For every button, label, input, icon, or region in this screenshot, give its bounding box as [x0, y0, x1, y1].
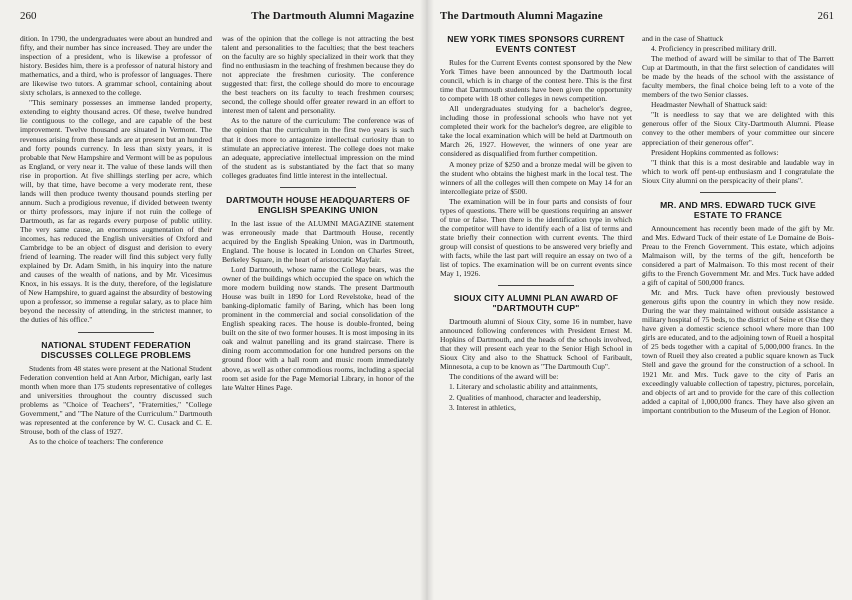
section-divider [78, 332, 155, 333]
article-paragraph: "It is needless to say that we are delighted with this generous offer of the Sioux City-Dartmouth Alumni. Please convey to the other members of your committee our sincere appreciation of their generous offer". [642, 110, 834, 147]
right-column-1 [440, 34, 632, 416]
left-columns [20, 34, 414, 447]
list-item: 3. Interest in athletics, [449, 402, 516, 412]
running-title-right: The Dartmouth Alumni Magazine [440, 10, 603, 22]
list-item: 2. Qualities of manhood, character and leadership, [449, 392, 601, 402]
article-paragraph: Headmaster Newhall of Shattuck said: [651, 100, 768, 110]
article-paragraph: "I think that this is a most desirable and laudable way in which to work off pent-up enthusiasm and I congratulate the Sioux City alumni on the perspicacity of their plans". [642, 157, 834, 185]
article-paragraph: In the last issue of the ALUMNI MAGAZINE statement was erroneously made that Dartmouth House, recently acquired by the English Speaking Union, was in Dartmouth, England. The house is located in London on Charles Street, Berkeley Square, in the heart of aristocratic Mayfair. [222, 218, 414, 264]
article-paragraph: As to the choice of teachers: The conference [29, 436, 164, 446]
article-paragraph: dition. In 1790, the undergraduates were about an hundred and fifty, and their number has since increased. They are under the inspection of a president, who is likewise a professor of history. Besides him, there is a professor of natural history and mathematics, and a third, who is professor of languages. There are likewise two tutors. A grammar school, containing about sixty scholars, is annexed to the college. [20, 34, 212, 98]
article-paragraph: Lord Dartmouth, whose name the College bears, was the owner of the buildings which occupied the space on which the more modern building now stands. The present Dartmouth House was built in 1890 for Lord Revelstoke, head of the banking-diplomatic family of Baring, which has been long prominent in the commercial and social consolidation of the English speaking races. The house is double-fronted, being built on the site of two former houses. It is most imposing in its oak and walnut panelling and its grand staircase. There is dining room accommodation for one hundred persons on the ground floor with a hall room and music room immediately above, as well as other commodious rooms, including a special room set aside for the Page Memorial Library, in honor of the late Walter Hines Page. [222, 264, 414, 392]
section-divider [700, 192, 777, 193]
article-paragraph: The examination will be in four parts and consists of four types of questions. There will be questions requiring an answer of true or false. Then there is the identification type in which the competitor will have to identify each of a list of terms and state briefly their connection with current events. The third group will consist of questions to be answered very briefly and with facts, while the last part will require an essay on two of a list of topics. The examination will be on current events since May 1, 1926. [440, 196, 632, 279]
left-column-2 [222, 34, 414, 447]
running-header-right [440, 10, 834, 28]
list-item: 1. Literary and scholastic ability and attainments, [449, 382, 598, 392]
running-title-left: The Dartmouth Alumni Magazine [251, 10, 414, 22]
article-heading-tuck-estate: MR. AND MRS. EDWARD TUCK GIVE ESTATE TO FRANCE [660, 199, 816, 220]
right-column-2 [642, 34, 834, 416]
page-number-left: 260 [20, 10, 37, 22]
article-paragraph: President Hopkins commented as follows: [651, 147, 779, 157]
section-divider [280, 187, 357, 188]
list-item: 4. Proficiency in prescribed military drill. [651, 44, 777, 54]
left-column-1 [20, 34, 212, 447]
running-header-left [20, 10, 414, 28]
right-page [426, 0, 852, 600]
award-conditions-list-continued [642, 44, 834, 53]
article-paragraph: was of the opinion that the college is not attracting the best talent and personalities to the faculties; that the best teachers on the faculty are so highly specialized in their work that they find no enthusiasm in the teaching of freshmen because they do not appreciate the freshmen curiosity. The conference suggested that: first, the college should do more to encourage the best teachers on its faculty to teach freshmen courses; second, the college should offer greater reward in an effort to interest men of talent and personality. [222, 34, 414, 116]
article-paragraph: Students from 48 states were present at the National Student Federation convention held at Ann Arbor, Michigan, early last month when more than 175 students representative of colleges and universities throughout the country discussed such problems as "Choice of Teachers", "Fraternities," "College Government," and "The Nature of the Curriculum." Dartmouth was represented at the conference by W. C. Cusack and C. E. Strouse, both of the class of 1927. [20, 363, 212, 436]
article-paragraph: As to the nature of the curriculum: The conference was of the opinion that the curriculum in the first two years is such that it does more to antagonize intellectual curiosity than to stimulate an appreciative interest. The college does not make an adequate, appreciative intellectual impression on the mind of the student as is substantiated by the fact that so many colleges graduates find little interest in the intellectual. [222, 116, 414, 180]
right-columns [440, 34, 834, 416]
article-paragraph: Dartmouth alumni of Sioux City, some 16 in number, have announced following conferences with President Ernest M. Hopkins of Dartmouth, and the heads of the schools involved, that they will present each year to the Senior High School in Sioux City and also to the Shattuck School of Faribault, Minnesota, a cup to be known as "The Dartmouth Cup". [440, 317, 632, 372]
section-divider [498, 285, 575, 286]
article-heading-sioux-city: SIOUX CITY ALUMNI PLAN AWARD OF "DARTMOUTH CUP" [453, 293, 619, 314]
article-paragraph: All undergraduates studying for a bachelor's degree, including those in professional schools who have not yet completed their work for the bachelor's degree, are eligible to take the local examination which will be held at Dartmouth on March 26, 1927. However, the winners of one year are considered as disqualified from further competition. [440, 104, 632, 159]
article-paragraph: Rules for the Current Events contest sponsored by the New York Times have been announced by the Dartmouth local council, which is in charge of the contest here. This is the first time that Dartmouth students have been given the opportunity to compete with 18 other colleges in news competition. [440, 58, 632, 104]
article-heading-ny-times: NEW YORK TIMES SPONSORS CURRENT EVENTS CONTEST [447, 34, 625, 54]
article-paragraph: Announcement has recently been made of the gift by Mr. and Mrs. Edward Tuck of their estate of Le Domaine de Bois-Preau to the French Government. This estate, which adjoins Malmaison will, by the terms of the gift, henceforth be considered a part of Malmaison. To this most recent of their gifts to the French Government Mr. and Mrs. Tuck have added a gift of capital of 500,000 francs. [642, 223, 834, 288]
article-heading-student-federation: NATIONAL STUDENT FEDERATION DISCUSSES COLLEGE PROBLEMS [41, 339, 191, 360]
article-paragraph: The conditions of the award will be: [449, 372, 559, 382]
article-paragraph: "This seminary possesses an immense landed property, extending to eighty thousand acres. Of these, twelve hundred lie contiguous to the college, and are capable of the best improvement. Twelve thousand are situated in Vermont. The revenues arising from these lands are at present but an hundred and forty pounds currency. In less than sixty years, it is probable that New Hampshire and Vermont will be as populous as England, or very near it. The value of these lands will then rise in proportion. At five shillings sterling per acre, which will, by that time, have become a very moderate rent, these lands will then produce twenty thousand pounds sterling per annum. Such a prodigious revenue, if divided between twenty or thirty professors, may injure if not ruin the college of Dartmouth, as far as regards every purpose of public utility. The very same cause, an enormous augmentation of their incomes, has reduced the English universities of Oxford and Cambridge to be an object of disgust and derision to every friend of learning. The reader will find this subject very fully explained by Dr. Adam Smith, in his inquiry into the nature and causes of the wealth of nations, and by Mr. Vicesimus Knox, in his essays. It is the duty, therefore, of the legislature of New Hampshire, to guard against the absurdity of bestowing upon a professor, so immense a regular salary, as to place him beyond the necessity of attending, in the strictest manner, to the duties of his office." [20, 98, 212, 325]
article-paragraph: The method of award will be similar to that of The Barrett Cup at Dartmouth, in that the first selection of candidates will be made by the heads of the school with the assistance of faculty members, the final choice being left to a vote of the members of the two Senior classes. [642, 54, 834, 100]
page-number-right: 261 [817, 10, 834, 22]
article-paragraph: A money prize of $250 and a bronze medal will be given to the student who obtains the highest mark in the local test. The winners of all the colleges will then compete on May 14 for an intercollegiate prize of $500. [440, 159, 632, 196]
award-conditions-list [440, 382, 632, 411]
article-paragraph: and in the case of Shattuck [642, 34, 724, 43]
article-heading-dartmouth-house: DARTMOUTH HOUSE HEADQUARTERS OF ENGLISH SPEAKING UNION [226, 194, 410, 215]
article-paragraph: Mr. and Mrs. Tuck have often previously bestowed generous gifts upon the country in which they now reside. During the war they maintained without outside assistance a military hospital of 75 beds, to the district of Seine et Oise they have given a domestic science school where more than 100 girls are educated, and to the adjoining town of Rueil a hospital of 25 beds together with a capital of 5,000,000 francs. In the town of Rueil they also created a public square known as Tuck Stell and gave the ground for the construction of a school. In 1921 Mr. and Mrs. Tuck gave to the city of Paris an exceedingly valuable collection of tapestry, pictures, porcelain, and objects of art and to provide for the care of this collection added a capital of 1,000,000 francs. They have also given an important contribution to the Museum of the Legion of Honor. [642, 288, 834, 415]
